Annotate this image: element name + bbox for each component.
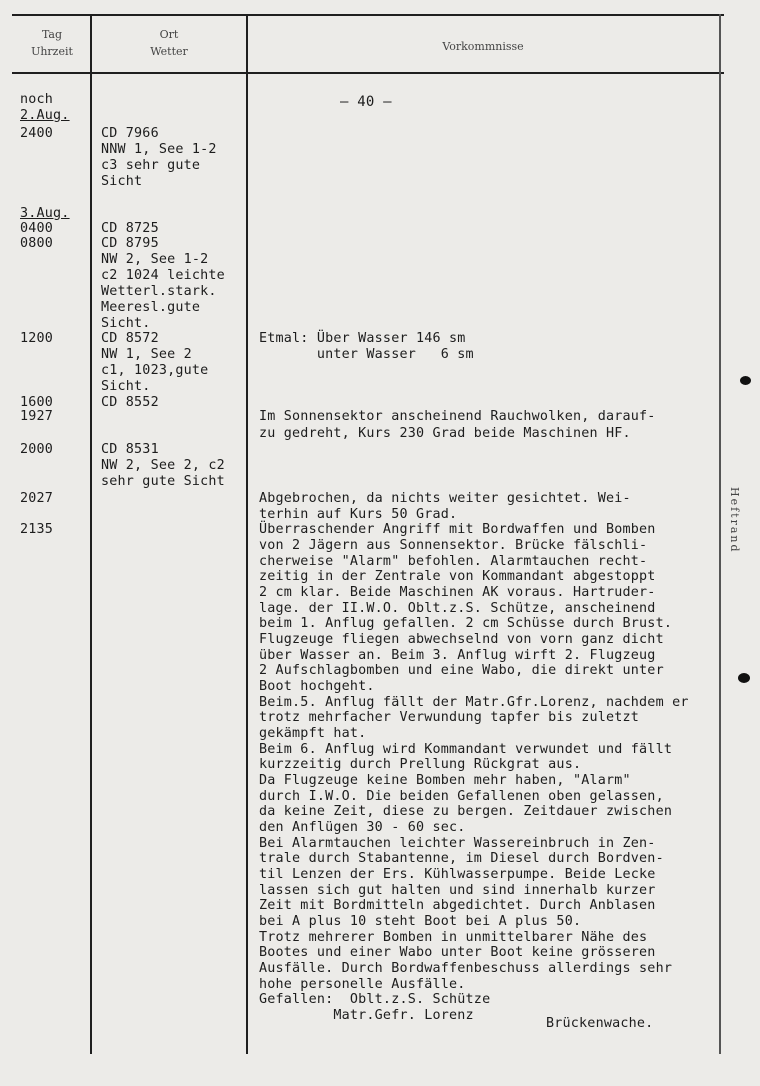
header-tag-label: Tag: [41, 28, 63, 41]
entry-line: trale durch Stabantenne, im Diesel durch Bordven-: [259, 851, 664, 867]
header-ort-label: Ort: [159, 28, 179, 41]
entry-line: trotz mehrfacher Verwundung tapfer bis zuletzt: [259, 710, 640, 726]
entry-line: Sicht: [101, 174, 143, 189]
margin-label-heftrand: Heftrand: [728, 487, 741, 554]
right-border: [719, 14, 721, 1054]
header-wetter-label: Wetter: [150, 45, 188, 58]
entry-line: da keine Zeit, diese zu bergen. Zeitdauer zwischen: [259, 804, 673, 820]
entry-line: NW 2, See 1-2: [101, 252, 209, 267]
entry-line: hohe personelle Ausfälle.: [259, 976, 466, 992]
entry-line: zu gedreht, Kurs 230 Grad beide Maschinen HF.: [259, 426, 631, 441]
column-divider-2: [246, 14, 248, 1054]
ink-blot: [738, 673, 750, 683]
entry-line: Bei Alarmtauchen leichter Wassereinbruch in Zen-: [259, 835, 656, 851]
header-col-vorkommnisse: [248, 38, 718, 55]
entry-line: gekämpft hat.: [259, 725, 367, 741]
entry-line: CD 8552: [101, 395, 159, 410]
entry-line: den Anflügen 30 - 60 sec.: [259, 819, 466, 835]
time-label: 2000: [20, 442, 54, 457]
entry-line: Im Sonnensektor anscheinend Rauchwolken, darauf-: [259, 409, 656, 424]
entry-line: Überraschender Angriff mit Bordwaffen und Bomben: [259, 522, 656, 538]
ink-blot: [740, 376, 751, 385]
entry-line: NW 2, See 2, c2: [101, 458, 225, 473]
entry-line: Abgebrochen, da nichts weiter gesichtet. Wei-: [259, 491, 631, 506]
entry-line: CD 8572: [101, 331, 159, 346]
header-rule: [12, 72, 724, 74]
entry-line: kurzzeitig durch Prellung Rückgrat aus.: [259, 757, 582, 773]
time-label: 1600: [20, 395, 54, 410]
entry-line: bei A plus 10 steht Boot bei A plus 50.: [259, 913, 582, 929]
entry-line: CD 7966: [101, 126, 159, 141]
time-label: 1200: [20, 331, 54, 346]
entry-line: CD 8795: [101, 236, 159, 251]
time-label: 2027: [20, 491, 54, 506]
entry-line: von 2 Jägern aus Sonnensektor. Brücke fälschli-: [259, 538, 648, 553]
entry-line: zeitig in der Zentrale von Kommandant abgestoppt: [259, 569, 656, 585]
entry-line: c3 sehr gute: [101, 158, 201, 173]
entry-line: c1, 1023,gute: [101, 363, 209, 378]
entry-line: c2 1024 leichte: [101, 268, 225, 283]
page-number: – 40 –: [340, 94, 392, 110]
time-label: 1927: [20, 409, 54, 424]
entry-line: Matr.Gefr. Lorenz: [259, 1007, 474, 1023]
entry-line: Meeresl.gute: [101, 300, 201, 315]
entry-line: NW 1, See 2: [101, 347, 192, 362]
entry-line: Gefallen: Oblt.z.S. Schütze: [259, 992, 491, 1008]
entry-line: lage. der II.W.O. Oblt.z.S. Schütze, anscheinend: [259, 600, 656, 616]
entry-line: beim 1. Anflug gefallen. 2 cm Schüsse durch Brust.: [259, 616, 673, 632]
header-col-ort: [92, 26, 246, 60]
entry-line: NNW 1, See 1-2: [101, 142, 217, 157]
time-label: 2400: [20, 126, 54, 141]
column-divider-1: [90, 14, 92, 1054]
entry-line: Zeit mit Bordmitteln abgedichtet. Durch Anblasen: [259, 898, 656, 914]
date-label: noch: [20, 92, 54, 107]
time-label: 2135: [20, 522, 54, 537]
entry-line: Sicht.: [101, 316, 151, 331]
entry-line: unter Wasser 6 sm: [259, 347, 474, 362]
entry-line: Flugzeuge fliegen abwechselnd von vorn ganz dicht: [259, 631, 664, 647]
entry-line: terhin auf Kurs 50 Grad.: [259, 506, 458, 522]
entry-line: Beim 6. Anflug wird Kommandant verwundet und fällt: [259, 741, 673, 757]
header-uhrzeit-label: Uhrzeit: [31, 45, 73, 58]
entry-line: über Wasser an. Beim 3. Anflug wirft 2. Flugzeug: [259, 647, 656, 663]
date-label: 2.Aug.: [20, 108, 70, 123]
top-rule: [12, 14, 724, 16]
entry-line: Etmal: Über Wasser 146 sm: [259, 331, 466, 346]
entry-line: Bootes und einer Wabo unter Boot keine grösseren: [259, 945, 656, 961]
entry-line: Sicht.: [101, 379, 151, 394]
entry-line: Ausfälle. Durch Bordwaffenbeschuss allerdings sehr: [259, 960, 673, 976]
header-vorkommnisse-label: Vorkommnisse: [442, 40, 524, 53]
entry-line: Beim.5. Anflug fällt der Matr.Gfr.Lorenz, nachdem er: [259, 694, 689, 710]
entry-line: Boot hochgeht.: [259, 678, 375, 694]
entry-line: CD 8531: [101, 442, 159, 457]
entry-line: Wetterl.stark.: [101, 284, 217, 299]
entry-line: Trotz mehrerer Bomben in unmittelbarer Nähe des: [259, 929, 648, 945]
entry-line: 2 Aufschlagbomben und eine Wabo, die direkt unter: [259, 663, 664, 679]
time-label: 0800: [20, 236, 54, 251]
time-label: 0400: [20, 221, 54, 236]
entry-line: Da Flugzeuge keine Bomben mehr haben, "Alarm": [259, 772, 631, 788]
entry-line: cherweise "Alarm" befohlen. Alarmtauchen recht-: [259, 553, 648, 569]
entry-line: til Lenzen der Ers. Kühlwasserpumpe. Beide Lecke: [259, 866, 656, 882]
entry-line: sehr gute Sicht: [101, 474, 225, 489]
entry-line: lassen sich gut halten und sind innerhalb kurzer: [259, 882, 656, 898]
date-label: 3.Aug.: [20, 206, 70, 221]
header-col-tag: [14, 26, 90, 60]
entry-line: CD 8725: [101, 221, 159, 236]
signature-brueckenwache: Brückenwache.: [546, 1016, 654, 1031]
entry-line: 2 cm klar. Beide Maschinen AK voraus. Hartruder-: [259, 585, 656, 600]
entry-line: durch I.W.O. Die beiden Gefallenen oben gelassen,: [259, 788, 664, 804]
